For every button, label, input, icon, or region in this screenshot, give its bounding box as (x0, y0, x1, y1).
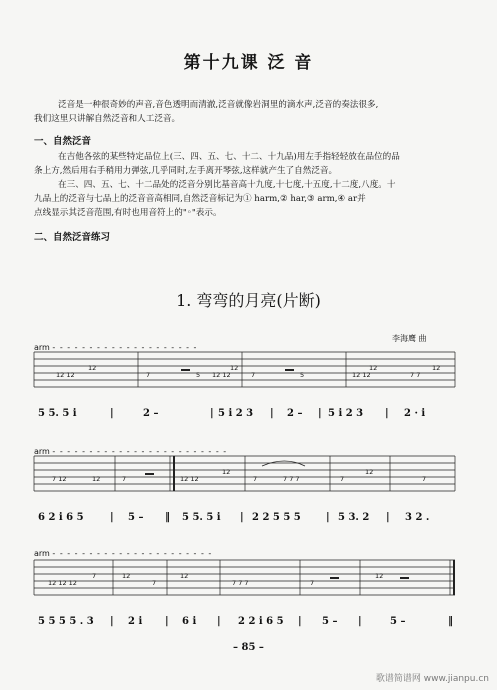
fret-number: 7 (422, 475, 427, 483)
section1-line-2: 条上方,然后用右手稍用力弹弦,几乎同时,左手离开琴弦,这样就产生了自然泛音。 (34, 166, 338, 176)
fret-number: 12 (369, 364, 378, 372)
fret-number: 7 12 (52, 475, 67, 483)
fret-number: 12 (365, 468, 374, 476)
fret-number: 7 (122, 475, 127, 483)
svg-text:|: | (270, 408, 274, 419)
svg-text:|: | (358, 616, 362, 627)
jianpu-measure: 5 – (322, 616, 338, 627)
svg-text:|: | (210, 408, 214, 419)
jianpu-measure: 5 5 5 5 . 3 (38, 616, 94, 627)
section-heading-practice: 二、自然泛音练习 (34, 232, 111, 243)
arm-marking-3: arm - - - - - - - - - - - - - - - - - - - - - - (34, 549, 213, 558)
fret-number: 12 12 (56, 371, 75, 379)
fret-number: 5 (196, 371, 201, 379)
fret-number: 12 12 (212, 371, 231, 379)
fret-number: 7 (146, 371, 151, 379)
fret-number: 12 (122, 572, 131, 580)
fret-number: 7 (253, 475, 258, 483)
svg-text:|: | (110, 408, 114, 419)
fret-number: 7 (340, 475, 345, 483)
jianpu-measure: 2 – (143, 408, 159, 419)
section1-line-3: 在三、四、五、七、十二品处的泛音分别比基音高十九度,十七度,十五度,十二度,八度。十 (58, 180, 396, 190)
song-title: 1. 弯弯的月亮(片断) (176, 291, 321, 310)
fret-number: 12 (180, 572, 189, 580)
arm-marking-2: arm - - - - - - - - - - - - - - - - - - - - - - - - (34, 447, 228, 456)
tab-system-1 (0, 352, 497, 452)
fret-number: 12 (230, 364, 239, 372)
intro-line-1: 泛音是一种很奇妙的声音,音色透明而清澈,泛音就像岩洞里的滴水声,泛音的奏法很多, (58, 100, 379, 110)
svg-text:|: | (110, 616, 114, 627)
jianpu-measure: 6 2 i 6 5 (38, 512, 84, 523)
watermark: 歌谱简谱网 www.jianpu.cn (375, 674, 489, 684)
svg-text:|: | (386, 512, 390, 523)
svg-text:‖: ‖ (165, 512, 170, 523)
svg-text:|: | (385, 408, 389, 419)
jianpu-measure: 5 – (128, 512, 144, 523)
jianpu-measure: 2 – (287, 408, 303, 419)
jianpu-measure: 2 i (128, 616, 143, 627)
fret-number: 12 (432, 364, 441, 372)
jianpu-measure: 5 i 2 3 (328, 408, 364, 419)
section1-line-1: 在吉他各弦的某些特定品位上(三、四、五、七、十二、十九品)用左手指轻轻放在品位的品 (58, 152, 400, 162)
fret-number: 7 (152, 579, 157, 587)
svg-text:|: | (217, 616, 221, 627)
fret-number: 12 (375, 572, 384, 580)
fret-number: 7 7 7 (232, 579, 249, 587)
jianpu-measure: 2 2 5 5 5 (252, 512, 301, 523)
composer-credit: 李海鹰 曲 (392, 334, 427, 343)
svg-text:|: | (110, 512, 114, 523)
jianpu-measure: 5 i 2 3 (218, 408, 254, 419)
fret-number: 12 12 12 (48, 579, 77, 587)
tab-system-2 (0, 456, 497, 556)
jianpu-measure: 2 · i (404, 408, 426, 419)
fret-number: 7 7 (410, 371, 421, 379)
fret-number: 12 (88, 364, 97, 372)
fret-number: 7 (251, 371, 256, 379)
section1-line-4: 九品上的泛音与七品上的泛音音高相同,自然泛音标记为① harm,② har,③ arm,④ ar并 (34, 194, 366, 204)
fret-number: 7 (310, 579, 315, 587)
intro-line-2: 我们这里只讲解自然泛音和人工泛音。 (34, 114, 181, 124)
svg-text:|: | (326, 512, 330, 523)
fret-number: 12 12 (352, 371, 371, 379)
fret-number: 12 (92, 475, 101, 483)
jianpu-measure: 5 5. 5 i (182, 512, 221, 523)
fret-number: 5 (300, 371, 305, 379)
section1-line-5: 点线显示其泛音范围,有时也用音符上的"◦"表示。 (34, 208, 222, 218)
fret-number: 12 (222, 468, 231, 476)
jianpu-measure: 2 2 i 6 5 (238, 616, 284, 627)
svg-text:|: | (165, 616, 169, 627)
page-number: – 85 – (233, 642, 264, 653)
jianpu-measure: 5 3. 2 (338, 512, 370, 523)
fret-number: 12 12 (180, 475, 199, 483)
jianpu-measure: 6 i (182, 616, 197, 627)
svg-text:|: | (298, 616, 302, 627)
lesson-title: 第十九课 泛 音 (183, 53, 314, 73)
jianpu-measure: 5 – (390, 616, 406, 627)
svg-text:|: | (240, 512, 244, 523)
fret-number: 7 7 7 (283, 475, 300, 483)
svg-text:|: | (318, 408, 322, 419)
section-heading-natural-harmonics: 一、自然泛音 (34, 136, 92, 147)
jianpu-measure: 5 5. 5 i (38, 408, 77, 419)
arm-marking-1: arm - - - - - - - - - - - - - - - - - - - - (34, 343, 198, 352)
svg-text:‖: ‖ (448, 616, 453, 627)
fret-number: 7 (92, 572, 97, 580)
jianpu-measure: 3 2 . (405, 512, 430, 523)
